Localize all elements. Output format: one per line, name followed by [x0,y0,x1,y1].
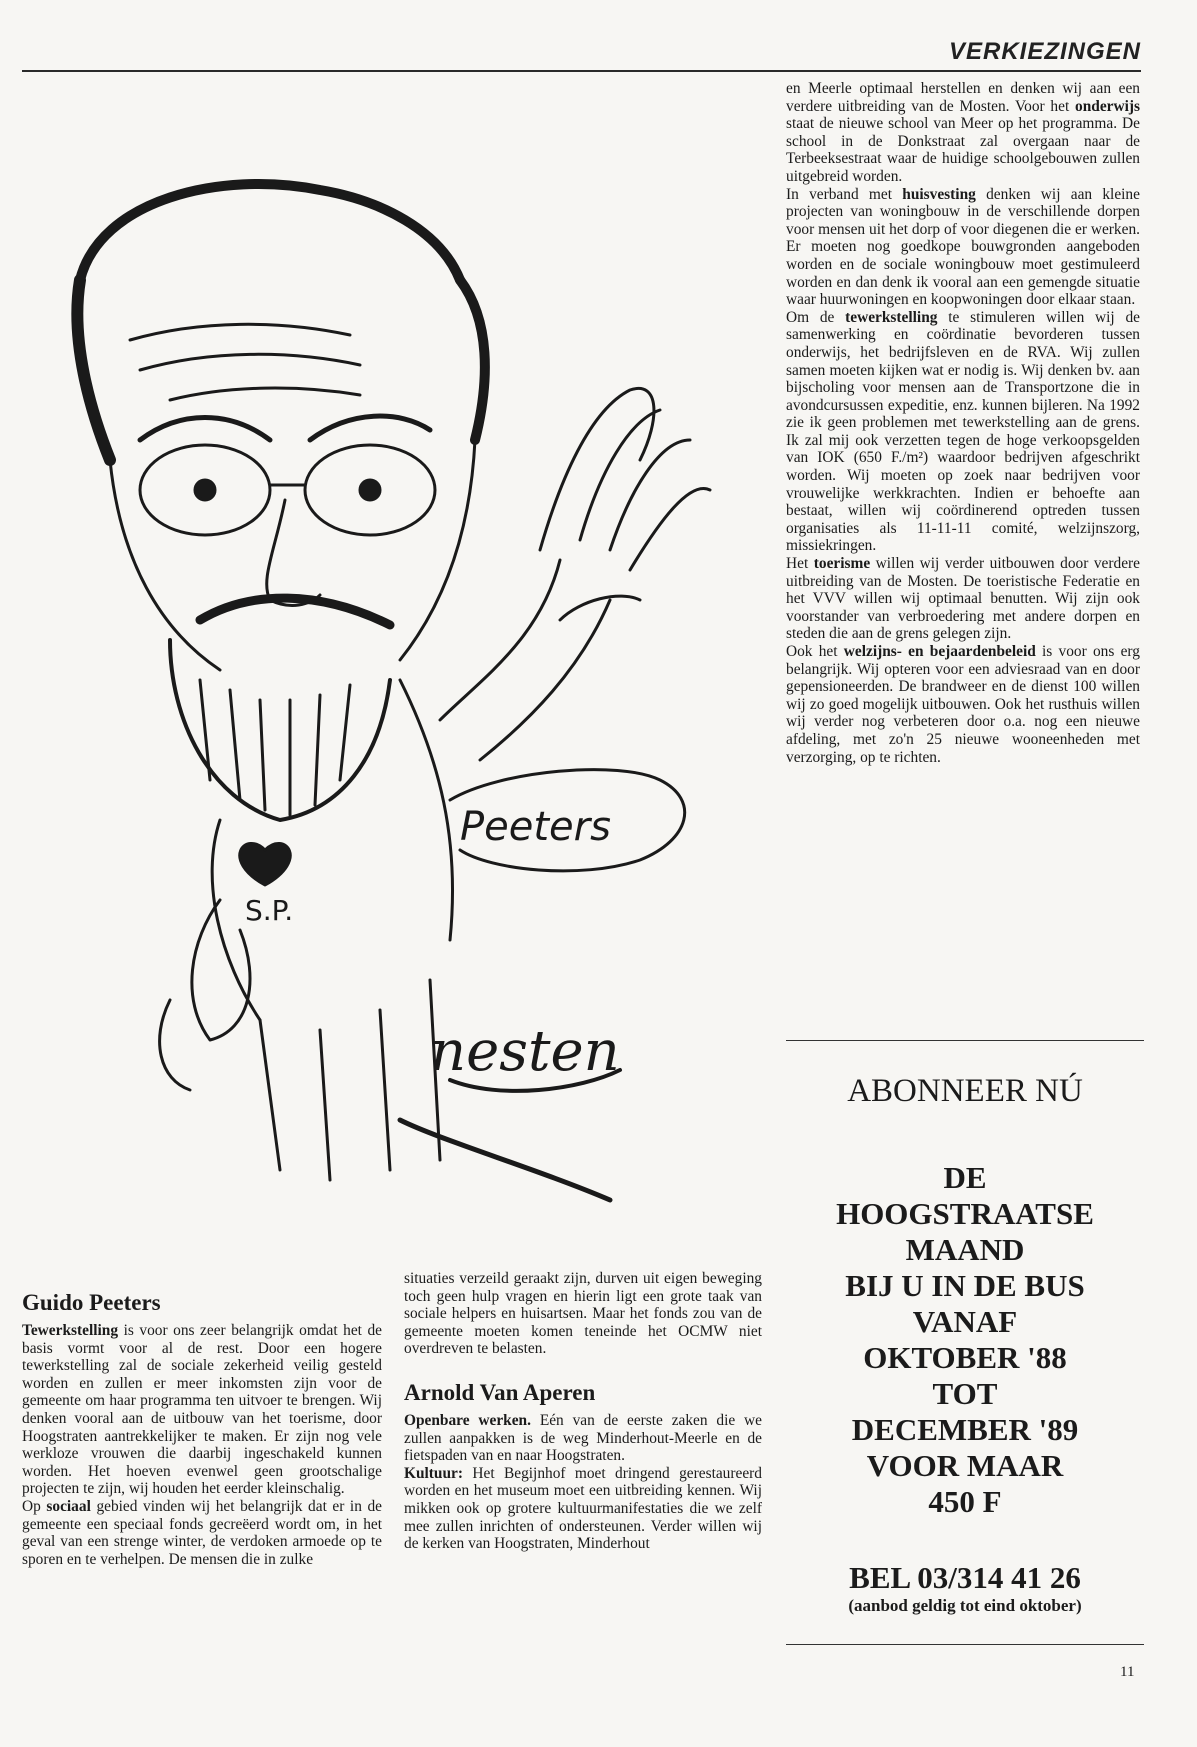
paragraph-sociaal: Op sociaal gebied vinden wij het belangrijk dat er in de gemeente een speciaal fonds gecreëerd wordt om, in het geval van een strenge winter, de verdoken armoede op te sporen en te verhelpen. De mensen die in zulke [22,1497,382,1568]
ad-line: BIJ U IN DE BUS [845,1268,1085,1303]
middle-column-text [404,1270,762,1553]
article-title-guido-peeters: Guido Peeters [22,1290,161,1315]
ad-line: VOOR MAAR [866,1448,1064,1483]
section-title: VERKIEZINGEN [948,38,1141,65]
ad-line: TOT [932,1376,998,1411]
ad-line: DECEMBER '89 [851,1412,1079,1447]
paragraph-huisvesting: In verband met huisvesting denken wij aan kleine projecten van woningbouw in de verschillende dorpen voor mensen uit het dorp of voor diegenen die er werken. Er moeten nog goedkope bouwgronden aangeboden worden en de sociale woningbouw moet gestimuleerd worden en dan denk ik vooral aan een gemengde situatie waar huurwoningen en koopwoningen door elkaar staan. [786,185,1140,309]
ad-line: MAAND [905,1232,1025,1267]
paragraph-tewerkstelling-left: Tewerkstelling is voor ons zeer belangrijk omdat het de basis vormt voor al de rest. Door een hogere tewerkstelling zal de sociale zekerheid veilig gesteld worden en zullen er meer inkomsten zijn voor de gemeente om haar programma ten uitvoer te brengen. Wij denken vooral aan de uitbouw van het toerisme, door Hoogstraten aantrekkelijker te maken. Er zijn nog vele werkloze vrouwen die daarbij ingeschakeld kunnen worden. Het hoeven evenwel geen grootschalige projecten te zijn, wij houden het eerder kleinschalig. [22,1322,382,1498]
ad-body [786,1160,1144,1520]
paragraph-onderwijs: en Meerle optimaal herstellen en denken wij aan een verdere uitbreiding van de Mosten. Voor het onderwijs staat de nieuwe school van Meer op het programma. De school in de Donkstraat zal overgaan naar de Terbeeksestraat waar de huidige schoolgebouwen zullen uitgebreid worden. [786,80,1140,185]
paragraph-openbare-werken: Openbare werken. Eén van de eerste zaken die we zullen aanpakken is de weg Minderhout-Meerle en de fietspaden van en naar Hoogstraten. [404,1411,762,1465]
ad-line: 450 F [928,1484,1002,1519]
right-column-text [786,80,1140,766]
ad-headline: ABONNEER NÚ [847,1073,1083,1109]
caricature-name-label: Peeters [460,804,611,850]
caricature-illustration [20,80,760,1260]
page-number: 11 [1120,1664,1135,1680]
ad-line: HOOGSTRAATSE [836,1196,1094,1231]
caricature-shirt-label: S.P. [245,894,294,927]
ad-line: OKTOBER '88 [863,1340,1067,1375]
article-title-arnold-van-aperen: Arnold Van Aperen [404,1379,596,1405]
ad-top-divider [786,1040,1144,1041]
ad-line: DE [943,1160,987,1195]
paragraph-welzijn: Ook het welzijns- en bejaardenbeleid is voor ons erg belangrijk. Wij opteren voor een adviesraad van en door gepensioneerden. De brandweer en de dienst 100 willen wij zo goed mogelijk uitbouwen. Ook het rusthuis willen wij verder nog verbeteren door o.a. nog een nieuwe afdeling, met zo'n 25 nieuwe wooneenheden met verzorging, op te richten. [786,643,1140,766]
left-column-text [22,1290,382,1568]
header-divider [22,70,1141,72]
ad-line: VANAF [912,1304,1018,1339]
paragraph-toerisme: Het toerisme willen wij verder uitbouwen door verdere uitbreiding van de Mosten. De toeristische Federatie en het VVV willen wij optimaal benutten. Wij zijn ook voorstander van verbroedering met andere dorpen en steden die aan de grens gelegen zijn. [786,555,1140,643]
paragraph-tewerkstelling: Om de tewerkstelling te stimuleren willen wij de samenwerking en coördinatie bevorderen tussen onderwijs, het bedrijfsleven en de RVA. Wij zullen samen moeten kijken wat er nodig is. Wij denken bv. aan bijscholing voor mensen aan de Transportzone die in avondcursussen expeditie, enz. kunnen bijleren. Na 1992 zie ik geen problemen met tewerkstelling aan de grens. Ik zal mij ook verzetten tegen de hoge verkoopsgelden van IOK (650 F./m²) waardoor bedrijven afgeschrikt worden. Wij moeten op zoek naar bedrijven voor vrouwelijke werkkrachten. Indien er behoefte aan bestaat, willen wij coördinerend optreden tussen organisaties als 11-11-11 comité, welzijnszorg, missiekringen. [786,308,1140,555]
ad-phone: BEL 03/314 41 26 [849,1560,1081,1595]
paragraph-kultuur: Kultuur: Het Begijnhof moet dringend gerestaureerd worden en het museum moet een uitbreiding kennen. Wij mikken ook op grotere kultuurmanifestaties die we zelf mee zullen inrichten of ondersteunen. Verder willen wij de kerken van Hoogstraten, Minderhout [404,1464,762,1553]
ad-note: (aanbod geldig tot eind oktober) [848,1596,1082,1615]
paragraph-continuation: situaties verzeild geraakt zijn, durven uit eigen beweging toch geen hulp vragen en hierin ligt een grote taak van sociale helpers en huisartsen. Maar het fonds zou van de gemeente moeten komen teneinde het OCMW niet overdreven te belasten. [404,1270,762,1358]
ad-bottom-divider [786,1644,1144,1645]
artist-signature: nesten [430,1019,620,1084]
subscription-ad [786,1072,1144,1616]
